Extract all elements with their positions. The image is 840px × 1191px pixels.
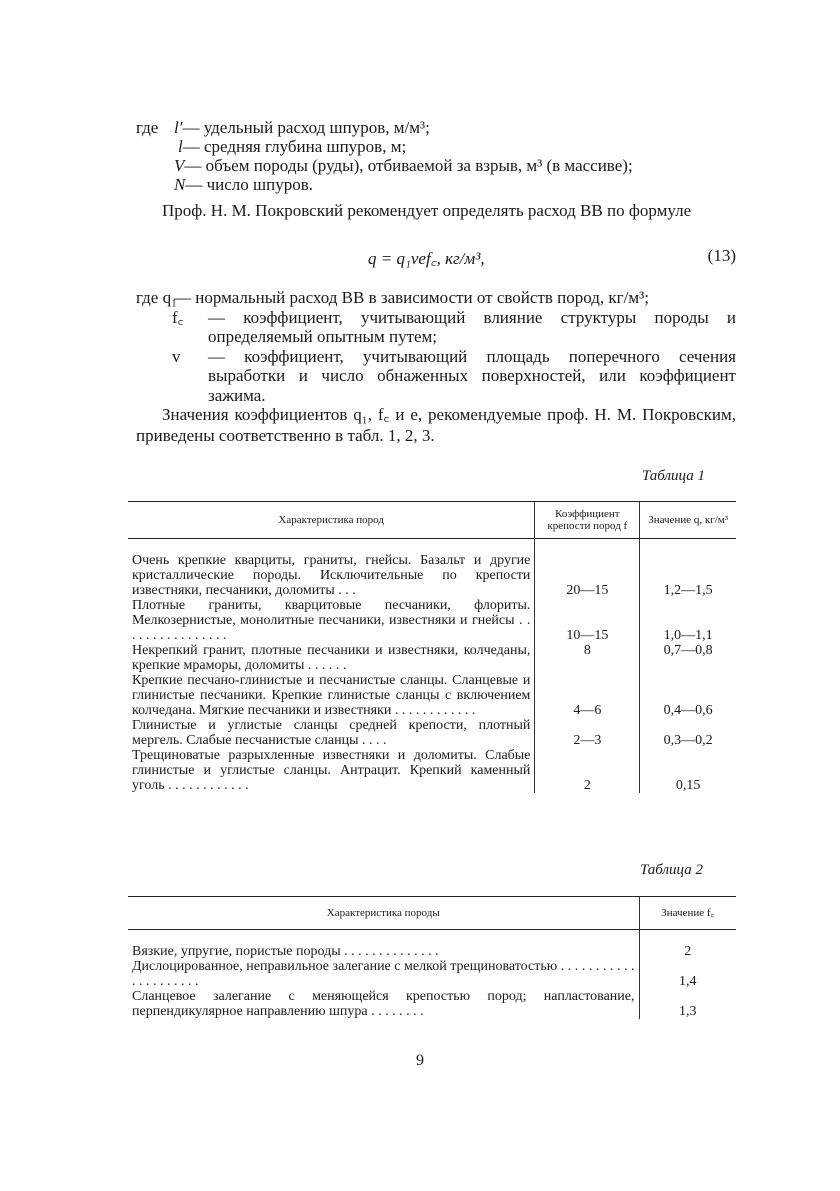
table-row <box>128 959 736 989</box>
definition-symbol: l′ <box>174 118 183 137</box>
definition-row <box>136 137 736 156</box>
rock-description: Глинистые и углистые сланцы средней крепости, плотный мергель. Слабые песчанистые сланцы . . . . <box>132 718 531 748</box>
table-row <box>128 748 736 793</box>
header-hardness-coefficient: Коэффициент крепости пород f <box>535 502 640 539</box>
rock-description: Вязкие, упругие, пористые породы . . . . . . . . . . . . . . <box>132 944 439 959</box>
formula-13 <box>136 246 736 268</box>
header-value-q: Значение q, кг/м³ <box>640 502 736 539</box>
hardness-value: 8 <box>535 643 640 673</box>
table-row <box>128 718 736 748</box>
definition-row <box>136 175 736 194</box>
definition-symbol: N <box>174 175 186 194</box>
formula-number: (13) <box>707 246 736 265</box>
q-value: 1,0—1,1 <box>640 598 736 643</box>
definition-lead <box>136 175 174 194</box>
table-row <box>128 673 736 718</box>
definition-text: — нормальный расход ВВ в зависимости от свойств пород, кг/м³; <box>174 288 649 307</box>
definition-row <box>136 156 736 175</box>
table-row <box>128 944 736 959</box>
rock-description: Очень крепкие кварциты, граниты, гнейсы. Базальт и другие кристаллические породы. Исключительные по крепости известняки, песчаники, доломиты . . . <box>132 553 531 598</box>
rock-description: Сланцевое залегание с меняющейся крепостью пород; напластование, перпендикулярное направлению шпура . . . . . . . . <box>132 989 635 1019</box>
table-row <box>128 598 736 643</box>
paragraph-intro: Проф. Н. М. Покровский рекомендует определять расход ВВ по формуле <box>162 201 692 220</box>
rock-description: Крепкие песчано-глинистые и песчанистые сланцы. Сланцевые и глинистые песчаники. Крепкие глинистые сланцы с включением колчедана. Мягкие песчаники и известняки . . . . . . . . . . . . <box>132 673 531 718</box>
hardness-value: 4—6 <box>535 673 640 718</box>
fc-value: 1,3 <box>639 989 736 1019</box>
hardness-value: 20—15 <box>535 553 640 598</box>
table-row <box>128 989 736 1019</box>
header-rock-characteristics: Характеристика пород <box>128 502 535 539</box>
hardness-value: 10—15 <box>535 598 640 643</box>
table-header-row <box>128 897 736 930</box>
definition-text: — коэффициент, учитывающий площадь поперечного сечения выработки и число обнаженных поверхностей, или коэффициент зажима. <box>208 346 736 405</box>
definition-text: — средняя глубина шпуров, м; <box>182 137 407 156</box>
formula-expression: q = q₁vef꜀, кг/м³, <box>368 249 485 268</box>
table-1-caption: Таблица 1 <box>642 468 705 484</box>
hardness-value: 2—3 <box>535 718 640 748</box>
definition-row <box>136 308 736 347</box>
definition-symbol: l <box>178 137 183 156</box>
table-header-row <box>128 502 736 539</box>
rock-description: Некрепкий гранит, плотные песчаники и известняки, колчеданы, крепкие мраморы, доломиты . . . . . . <box>132 643 531 673</box>
q-value: 0,3—0,2 <box>640 718 736 748</box>
definition-row <box>136 118 736 137</box>
q-value: 1,2—1,5 <box>640 553 736 598</box>
q-value: 0,7—0,8 <box>640 643 736 673</box>
definition-symbol: v <box>172 346 181 366</box>
definition-text: — коэффициент, учитывающий влияние структуры породы и определяемый опытным путем; <box>208 307 736 346</box>
definition-text: — число шпуров. <box>185 175 313 194</box>
definitions-block-1 <box>136 118 736 194</box>
fc-value: 1,4 <box>639 959 736 989</box>
definition-lead: где <box>136 118 159 137</box>
rock-description: Плотные граниты, кварцитовые песчаники, флориты. Мелкозернистые, монолитные песчаники, известняки и гнейсы . . . . . . . . . . . . . . . . <box>132 598 531 643</box>
header-value-fc: Значение f꜀ <box>639 897 736 930</box>
rock-description: Дислоцированное, неправильное залегание с мелкой трещиноватостью . . . . . . . . . . . . . . . . . . . . . <box>132 959 635 989</box>
table-row <box>128 553 736 598</box>
definition-symbol: f꜀ <box>172 307 184 327</box>
q-value: 0,15 <box>640 748 736 793</box>
definition-text: — удельный расход шпуров, м/м³; <box>182 118 430 137</box>
definition-text: — объем породы (руды), отбиваемой за взрыв, м³ (в массиве); <box>184 156 633 175</box>
q-value: 0,4—0,6 <box>640 673 736 718</box>
paragraph-tables-reference: Значения коэффициентов q₁, f꜀ и e, рекомендуемые проф. Н. М. Покровским, приведены соответственно в табл. 1, 2, 3. <box>136 405 736 445</box>
table-2 <box>128 896 736 1019</box>
table-2-caption: Таблица 2 <box>640 862 703 878</box>
table-row <box>128 643 736 673</box>
definition-lead <box>136 156 174 175</box>
hardness-value: 2 <box>535 748 640 793</box>
header-rock-characteristic: Характеристика породы <box>128 897 639 930</box>
page-number: 9 <box>416 1052 424 1069</box>
rock-description: Трещиноватые разрыхленные известняки и доломиты. Слабые глинистые и углистые сланцы. Антрацит. Крепкий каменный уголь . . . . . . . . . . . . <box>132 748 531 793</box>
definition-row <box>136 347 736 406</box>
definition-symbol: V <box>174 156 185 175</box>
definition-lead <box>136 137 174 156</box>
table-1 <box>128 501 736 793</box>
definitions-block-2 <box>136 288 736 405</box>
definition-row <box>136 288 736 308</box>
definition-symbol: где q₁ <box>136 288 177 307</box>
fc-value: 2 <box>639 944 736 959</box>
